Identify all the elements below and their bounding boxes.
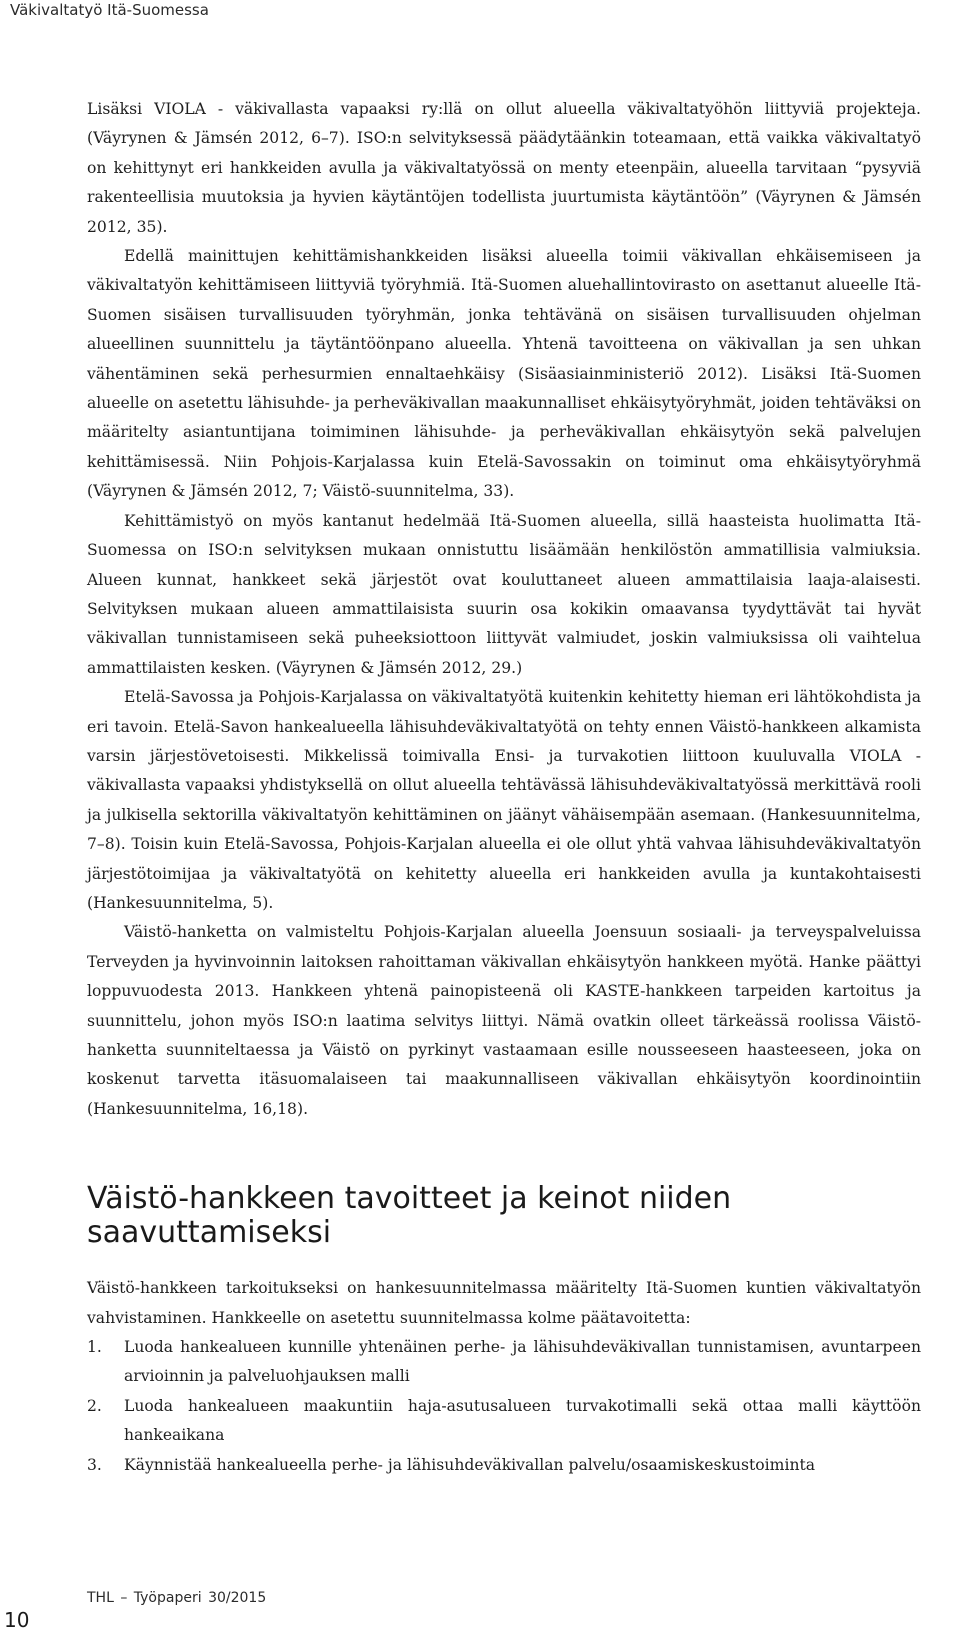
paragraph: Edellä mainittujen kehittämishankkeiden lisäksi alueella toimii väkivallan ehkäisemiseen ja väkivaltatyön kehittämiseen liittyviä työryhmiä. Itä-Suomen aluehallintovirasto on asettanut alueelle Itä-Suomen sisäisen turvallisuuden työryhmän, jonka tehtävänä on sisäisen turvallisuuden ohjelman alueellinen suunnittelu ja täytäntöönpano alueella. Yhtenä tavoitteena on väkivallan ja sen uhkan vähentäminen sekä perhesurmien ennaltaehkäisy (Sisäasiainministeriö 2012). Lisäksi Itä-Suomen alueelle on asetettu lähisuhde- ja perheväkivallan maakunnalliset ehkäisytyöryhmät, joiden tehtäväksi on määritelty asiantuntijana toimiminen lähisuhde- ja perheväkivallan ehkäisytyön sekä palvelujen kehittämisessä. Niin Pohjois-Karjalassa kuin Etelä-Savossakin on toiminut oma ehkäisytyöryhmä (Väyrynen & Jämsén 2012, 7; Väistö-suunnitelma, 33). <box>87 247 921 501</box>
running-head: Väkivaltatyö Itä-Suomessa <box>10 1 209 19</box>
paragraph: Väistö-hanketta on valmisteltu Pohjois-Karjalan alueella Joensuun sosiaali- ja terveyspalveluissa Terveyden ja hyvinvoinnin laitoksen rahoittaman väkivallan ehkäisytyön hankkeen myötä. Hanke päättyi loppuvuodesta 2013. Hankkeen yhtenä painopisteenä oli KASTE-hankkeen tarpeiden kartoitus ja suunnittelu, johon myös ISO:n laatima selvitys liittyi. Nämä ovatkin olleet tärkeässä roolissa Väistö-hanketta suunniteltaessa ja Väistö on pyrkinyt vastaamaan esille nousseeseen haasteeseen, joka on koskenut tarvetta itäsuomalaiseen tai maakunnalliseen väkivallan ehkäisytyön koordinointiin (Hankesuunnitelma, 16,18). <box>87 923 921 1118</box>
goal-text: Luoda hankealueen kunnille yhtenäinen perhe- ja lähisuhdeväkivallan tunnistamisen, avuntarpeen arvioinnin ja palveluohjauksen malli <box>124 1338 921 1386</box>
paragraph: Etelä-Savossa ja Pohjois-Karjalassa on väkivaltatyötä kuitenkin kehitetty hieman eri lähtökohdista ja eri tavoin. Etelä-Savon hankealueella lähisuhdeväkivaltatyötä on tehty ennen Väistö-hankkeen alkamista varsin järjestövetoisesti. Mikkelissä toimivalla Ensi- ja turvakotien liittoon kuuluvalla VIOLA - väkivallasta vapaaksi yhdistyksellä on ollut alueella tehtävässä lähisuhdeväkivaltatyössä merkittävä rooli ja julkisella sektorilla väkivaltatyön kehittäminen on jäänyt vähäisempään asemaan. (Hankesuunnitelma, 7–8). Toisin kuin Etelä-Savossa, Pohjois-Karjalan alueella ei ole ollut yhtä vahvaa lähisuhdeväkivaltatyön järjestötoimijaa ja väkivaltatyötä on kehitetty alueella eri hankkeiden avulla ja kuntakohtaisesti (Hankesuunnitelma, 5). <box>87 688 921 912</box>
section-heading: Väistö-hankkeen tavoitteet ja keinot niiden saavuttamiseksi <box>87 1181 732 1251</box>
paragraph: Lisäksi VIOLA - väkivallasta vapaaksi ry:llä on ollut alueella väkivaltatyöhön liittyviä projekteja. (Väyrynen & Jämsén 2012, 6–7). ISO:n selvityksessä päädytäänkin toteamaan, että vaikka väkivaltatyö on kehittynyt eri hankkeiden avulla ja väkivaltatyössä on menty eteenpäin, alueella tarvitaan “pysyviä rakenteellisia muutoksia ja hyvien käytäntöjen todellista juurtumista käytäntöön” (Väyrynen & Jämsén 2012, 35). <box>87 100 921 236</box>
goal-item <box>87 1451 921 1480</box>
page-footer <box>0 1590 960 1635</box>
goal-text: Luoda hankealueen maakuntiin haja-asutusalueen turvakotimalli sekä ottaa malli käyttöön hankeaikana <box>124 1396 921 1445</box>
section-intro: Väistö-hankkeen tarkoitukseksi on hankesuunnitelmassa määritelty Itä-Suomen kuntien väkivaltatyön vahvistaminen. Hankkeelle on asetettu suunnitelmassa kolme päätavoitetta: <box>87 1279 921 1327</box>
goal-number: 1. <box>87 1338 102 1357</box>
goal-text: Käynnistää hankealueella perhe- ja lähisuhdeväkivallan palvelu/osaamiskeskustoiminta <box>124 1455 816 1474</box>
paragraph: Kehittämistyö on myös kantanut hedelmää Itä-Suomen alueella, sillä haasteista huolimatta Itä-Suomessa on ISO:n selvityksen mukaan onnistuttu lisäämään henkilöstön ammatillisia valmiuksia. Alueen kunnat, hankkeet sekä järjestöt ovat kouluttaneet alueen ammattilaisia laaja-alaisesti. Selvityksen mukaan alueen ammattilaisista suurin osa kokikin omaavansa tyydyttävät tai hyvät väkivallan tunnistamiseen sekä puheeksiottoon liittyvät valmiudet, joskin valmiuksissa oli vaihtelua ammattilaisten kesken. (Väyrynen & Jämsén 2012, 29.) <box>87 511 921 677</box>
goal-number: 2. <box>87 1396 102 1415</box>
goal-item <box>87 1392 921 1451</box>
page-number: 10 <box>4 1608 30 1632</box>
goal-item <box>87 1333 921 1392</box>
goals-list <box>87 1333 921 1480</box>
document-body <box>87 95 921 1480</box>
goal-number: 3. <box>87 1455 102 1474</box>
publication-label: THL – Työpaperi 30/2015 <box>87 1590 267 1606</box>
